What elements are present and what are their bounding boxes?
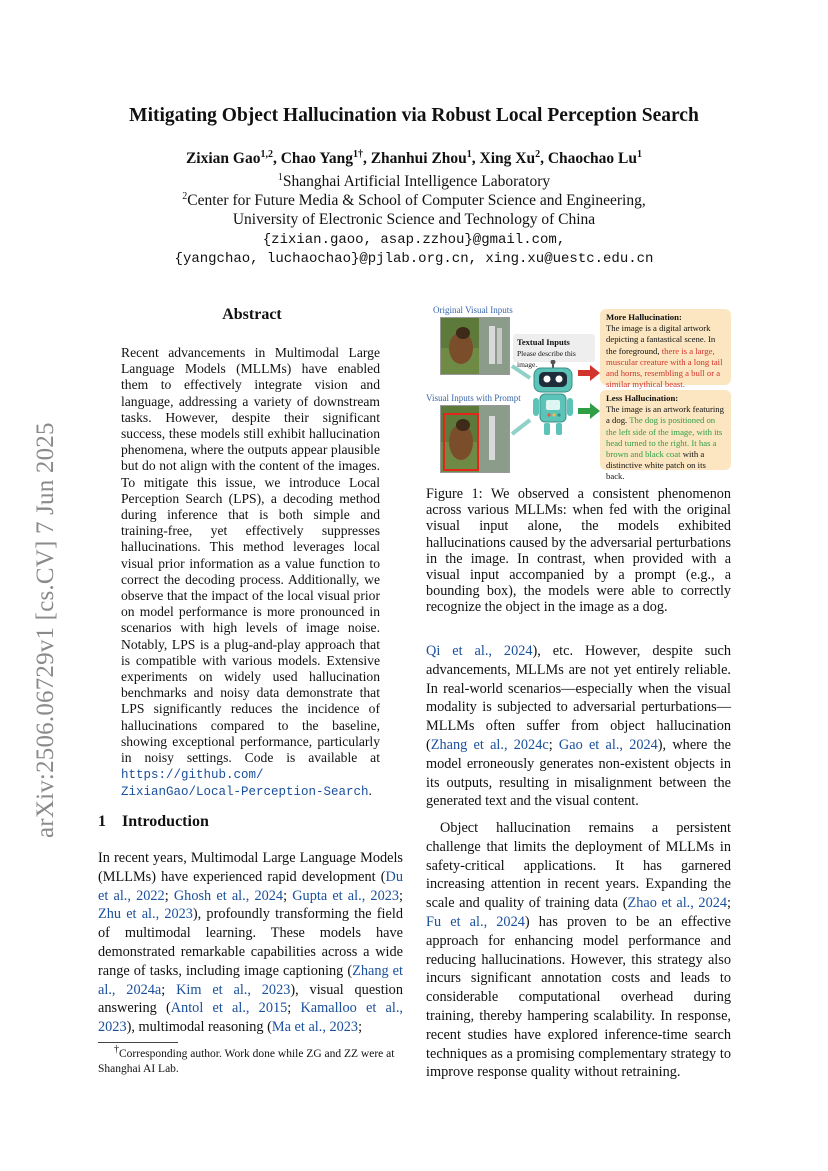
section-heading-introduction: 1 Introduction (98, 813, 209, 830)
label-prompt-inputs: Visual Inputs with Prompt (426, 393, 521, 403)
code-link[interactable]: https://github.com/ ZixianGao/Local-Perception-Search (121, 768, 369, 800)
dog-photo-icon (441, 318, 509, 374)
emails-line-1: {zixian.gaoo, asap.zzhou}@gmail.com, (262, 232, 566, 248)
affiliation-2-cont: University of Electronic Science and Technology of China (232, 211, 596, 228)
citation-link[interactable]: Kamalloo et al., 2023 (98, 1000, 403, 1036)
intro-paragraph-1: In recent years, Multimodal Large Language Models (MLLMs) have experienced rapid development (Du et al., 2022; Ghosh et al., 2024; Gupta et al., 2023; Zhu et al., 2023), profoundly transforming the field of multimodal learning. These models have demonstrated remarkable capabilities across a wide range of tasks, including image captioning (Zhang et al., 2024a; Kim et al., 2023), visual question answering (Antol et al., 2015; Kamalloo et al., 2023), multimodal reasoning (Ma et al., 2023; (98, 850, 404, 1036)
citation-link[interactable]: Fu et al., 2024 (426, 913, 525, 930)
red-arrow-icon (578, 365, 600, 381)
abstract-heading: Abstract (222, 306, 282, 323)
prompt-image (440, 405, 510, 473)
label-original-inputs: Original Visual Inputs (433, 305, 513, 315)
citation-link[interactable]: Du et al., 2022 (98, 868, 403, 904)
author-list: Zixian Gao$^{1,2}$, Chao Yang$^{1\dagger}$, Zhanhui Zhou$^1$, Xing Xu$^2$, Chaochao Lu$^1$ (185, 148, 643, 167)
dog-photo-bbox-icon (441, 406, 509, 472)
affiliation-1: $^1$Shanghai Artificial Intelligence Laboratory (277, 171, 551, 190)
citation-link[interactable]: Gao et al., 2024 (558, 736, 658, 753)
green-arrow-icon (578, 403, 600, 419)
paper-title: Mitigating Object Hallucination via Robust Local Perception Search (129, 105, 699, 126)
emails-line-2: {yangchao, luchaochao}@pjlab.org.cn, xing.xu@uestc.edu.cn (174, 251, 654, 267)
intro-paragraph-2: Qi et al., 2024), etc. However, despite such advancements, MLLMs are not yet entirely reliable. In real-world scenarios—especially when the visual modality is subjected to adversarial perturbations—MLLMs often suffer from object hallucination (Zhang et al., 2024c; Gao et al., 2024), where the model erroneously generates non-existent objects in its outputs, resulting in misalignment between the generated text and the visual content. (426, 643, 731, 810)
author-name: Chaochao Lu (547, 150, 638, 167)
citation-link[interactable]: Qi et al., 2024 (426, 643, 533, 659)
original-image (440, 317, 510, 375)
affiliation-2: $^2$Center for Future Media & School of Computer Science and Engineering, (182, 190, 646, 209)
footnote: †Corresponding author. Work done while ZG and ZZ were at Shanghai AI Lab. (98, 1044, 395, 1075)
abstract-body: Recent advancements in Multimodal Large Language Models (MLLMs) have enabled them to effectively integrate vision and language, addressing a variety of downstream tasks. However, despite their significant success, these models still exhibit hallucination phenomena, where the outputs appear plausible but do not align with the content of the images. To mitigate this issue, we introduce Local Perception Search (LPS), a decoding method during inference that is both simple and training-free, yet effectively suppresses hallucinations. This method leverages local visual prior information as a value function to correct the decoding process. Additionally, we observe that the impact of the local visual prior on model performance is more pronounced in scenarios with high levels of image noise. Notably, LPS is a plug-and-play approach that is compatible with various models. Extensive experiments on widely used hallucination benchmarks and noisy data demonstrate that LPS significantly reduces the incidence of hallucinations compared to the baseline, showing exceptional performance, particularly in noisy settings. Code is available at https://github.com/ ZixianGao/Local-Perception-Search. (121, 345, 380, 800)
more-hallucination-box: More Hallucination: The image is a digital artwork depicting a fantastical scene. In the foreground, there is a large, muscular creature with a long tail and horns, resembling a bull or a similar mythical beast. (600, 309, 731, 385)
author-name: Zhanhui Zhou (370, 150, 467, 167)
citation-link[interactable]: Antol et al., 2015 (170, 1000, 288, 1017)
arxiv-stamp: arXiv:2506.06729v1 [cs.CV] 7 Jun 2025 (32, 422, 59, 838)
citation-link[interactable]: Ma et al., 2023 (271, 1019, 359, 1036)
citation-link[interactable]: Ghosh et al., 2024 (173, 887, 284, 904)
author-name: Xing Xu (479, 150, 536, 167)
less-hallucination-box: Less Hallucination: The image is an artwork featuring a dog. The dog is positioned on the left side of the image, with its head turned to the right. It has a brown and black coat with a distinctive white patch on its back. (600, 390, 731, 470)
citation-link[interactable]: Zhang et al., 2024c (430, 736, 549, 753)
figure-1-caption: Figure 1: We observed a consistent phenomenon across various MLLMs: when fed with the original visual input alone, the models exhibited hallucinations caused by the adversarial perturbations in the image. In contrast, when provided with a visual input accompanied by a prompt (e.g., a bounding box), the models were able to correctly recognize the object in the image as a dog. (426, 486, 731, 616)
textual-inputs-box: Textual Inputs Please describe this image. (513, 334, 595, 362)
robot-icon (508, 360, 603, 440)
citation-link[interactable]: Kim et al., 2023 (176, 981, 291, 998)
footnote-rule (98, 1042, 178, 1043)
citation-link[interactable]: Zhu et al., 2023 (98, 906, 193, 923)
author-name: Chao Yang (280, 150, 353, 167)
citation-link[interactable]: Zhang et al., 2024a (98, 962, 403, 998)
citation-link[interactable]: Zhao et al., 2024 (627, 895, 728, 912)
author-name: Zixian Gao (185, 150, 261, 167)
intro-paragraph-3: Object hallucination remains a persistent challenge that limits the deployment of MLLMs in safety-critical applications. It has garnered increasing attention in recent years. Expanding the scale and quality of training data (Zhao et al., 2024; Fu et al., 2024) has proven to be an effective approach for enhancing model performance and reducing hallucinations. However, this strategy also incurs significant annotation costs and leads to considerable computational overhead during training, thereby hampering scalability. In response, recent studies have explored inference-time search techniques as a promising complementary strategy to improve response quality without retraining. (426, 820, 732, 1081)
citation-link[interactable]: Gupta et al., 2023 (292, 887, 400, 904)
